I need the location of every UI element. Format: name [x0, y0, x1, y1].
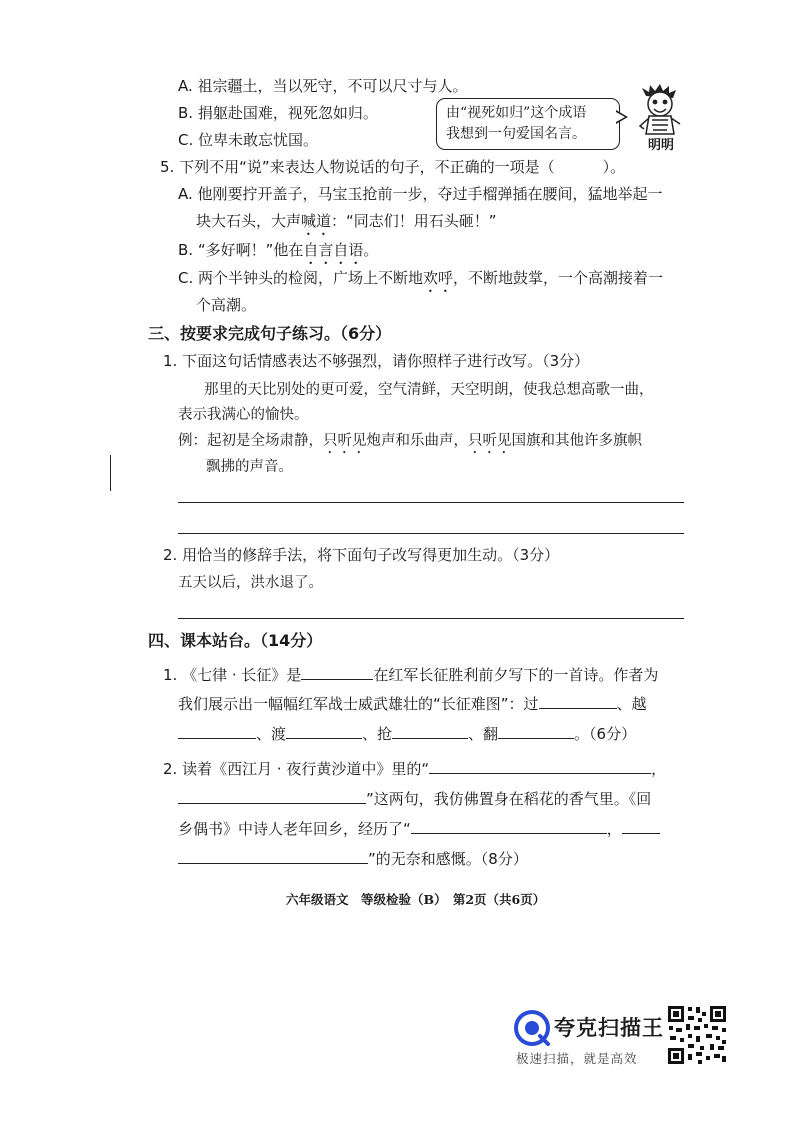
fill-blank[interactable]: [392, 724, 468, 739]
q5-option-c-line1: C. 两个半钟头的检阅，广场上不断地欢呼，不断地鼓掌，一个高潮接着一: [178, 269, 664, 287]
q5-option-a-line1: A. 他刚要拧开盖子，马宝玉抢前一步，夺过手榴弹插在腰间，猛地举起一: [178, 185, 663, 203]
character-name: 明明: [648, 138, 675, 153]
section4-q1-line2: 我们展示出一幅幅红军战士威武雄壮的“长征难图”：过 、越: [178, 695, 647, 713]
section3-example-line2: 飘拂的声音。: [206, 459, 293, 475]
q5-stem: 5. 下列不用“说”来表达人物说话的句子，不正确的一项是（ ）。: [160, 158, 626, 176]
section3-q2-text: 五天以后，洪水退了。: [178, 575, 323, 591]
fill-blank[interactable]: [178, 849, 368, 864]
section3-example-line1: 例：起初是全场肃静，只听见炮声和乐曲声，只听见国旗和其他许多旗帜: [178, 433, 642, 449]
quark-logo-icon: [514, 1010, 550, 1046]
q4-option-a: A. 祖宗疆土，当以死守，不可以尺寸与人。: [178, 77, 468, 95]
emphasis-word: 自言自语: [303, 241, 364, 259]
q5-option-b: B. “多好啊！”他在自言自语。: [178, 241, 379, 259]
fill-blank[interactable]: [178, 724, 256, 739]
answer-line[interactable]: [178, 618, 684, 619]
section4-q2-line2: ”这两句，我仿佛置身在稻花的香气里。《回: [178, 789, 651, 809]
section4-q2-line4: ”的无奈和感慨。（8分）: [178, 849, 528, 869]
section4-q2-line1: 2. 读着《西江月 · 夜行黄沙道中》里的“ ，: [163, 760, 667, 778]
section4-q1-line3: 、渡 、抢 、翻 。（6分）: [178, 724, 636, 744]
section3-q1-text-line2: 表示我满心的愉快。: [178, 407, 309, 423]
qr-code-icon: [666, 1004, 728, 1066]
emphasis-word: 只听见: [468, 433, 512, 449]
emphasis-word: 喊道: [301, 212, 332, 230]
emphasis-word: 欢呼: [423, 269, 454, 287]
speech-bubble-line1: 由“视死如归”这个成语: [446, 105, 587, 121]
answer-line[interactable]: [178, 533, 684, 534]
answer-line[interactable]: [178, 502, 684, 503]
section4-heading: 四、课本站台。（14分）: [148, 631, 323, 650]
q4-option-b: B. 捐躯赴国难，视死忽如归。: [178, 104, 378, 122]
watermark-slogan: 极速扫描，就是高效: [516, 1051, 638, 1066]
page-footer: 六年级语文 等级检验（B） 第2页（共6页）: [286, 892, 546, 907]
emphasis-word: 只听见: [323, 433, 367, 449]
section4-q1-line1: 1. 《七律 · 长征》是 在红军长征胜利前夕写下的一首诗。作者为: [163, 666, 659, 684]
fill-blank[interactable]: [622, 819, 660, 834]
scan-margin-mark: [110, 455, 111, 491]
fill-blank[interactable]: [178, 789, 366, 804]
fill-blank[interactable]: [411, 819, 607, 834]
q4-option-c: C. 位卑未敢忘忧国。: [178, 131, 319, 149]
watermark-brand: 夸克扫描王: [554, 1016, 664, 1040]
speech-bubble-line2: 我想到一句爱国名言。: [446, 126, 586, 142]
section3-q1-stem: 1. 下面这句话情感表达不够强烈，请你照样子进行改写。（3分）: [163, 352, 590, 370]
cartoon-boy-icon: [636, 82, 684, 138]
fill-blank[interactable]: [301, 665, 373, 680]
fill-blank[interactable]: [286, 724, 362, 739]
fill-blank[interactable]: [539, 694, 617, 709]
section3-heading: 三、按要求完成句子练习。（6分）: [148, 324, 392, 343]
q5-option-a-line2: 块大石头，大声喊道：“同志们！用石头砸！”: [196, 212, 497, 230]
fill-blank[interactable]: [498, 724, 574, 739]
section3-q2-stem: 2. 用恰当的修辞手法，将下面句子改写得更加生动。（3分）: [163, 546, 560, 564]
fill-blank[interactable]: [429, 759, 651, 774]
q5-option-c-line2: 个高潮。: [196, 296, 257, 314]
section3-q1-text-line1: 那里的天比别处的更可爱，空气清鲜，天空明朗，使我总想高歌一曲，: [204, 382, 654, 398]
section4-q2-line3: 乡偶书》中诗人老年回乡，经历了“ ，: [178, 819, 660, 839]
